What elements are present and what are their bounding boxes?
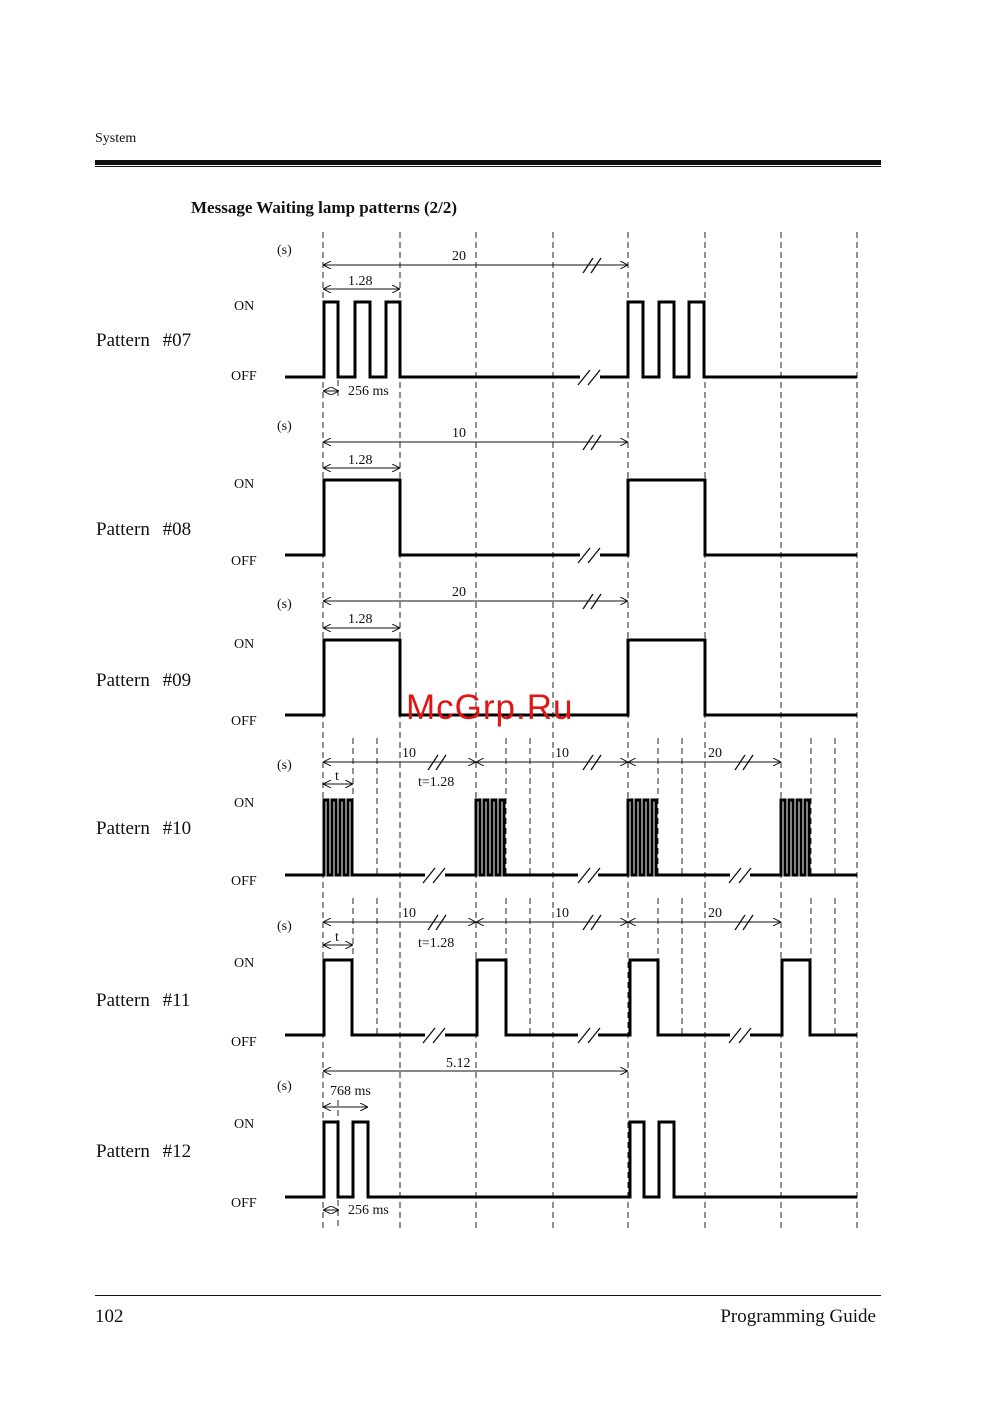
pattern-12-pulse-value: 256 ms: [348, 1203, 389, 1218]
pattern-10-period-3-value: 20: [708, 746, 722, 761]
figure-heading: Message Waiting lamp patterns (2/2): [191, 198, 458, 217]
pattern-11-unit: (s): [277, 919, 292, 934]
watermark: McGrp.Ru: [406, 688, 574, 727]
pattern-10-label: Pattern #10: [96, 818, 192, 839]
pattern-11-period-1-value: 10: [402, 906, 416, 921]
pattern-10-off-label: OFF: [231, 874, 257, 889]
pattern-07-off-label: OFF: [231, 369, 257, 384]
pattern-08-period-value: 10: [452, 426, 466, 441]
pattern-07-pulse-value: 256 ms: [348, 384, 389, 399]
pattern-12-label: Pattern #12: [96, 1141, 192, 1162]
pattern-07-period-value: 20: [452, 249, 466, 264]
pattern-11-period-2-value: 10: [555, 906, 569, 921]
pattern-10-unit: (s): [277, 758, 292, 773]
pattern-08-label: Pattern #08: [96, 519, 192, 540]
pattern-10-waveform: [285, 800, 857, 875]
pattern-10-break-marks: [423, 755, 753, 883]
pattern-07-unit: (s): [277, 243, 292, 258]
pattern-08-unit: (s): [277, 419, 292, 434]
pattern-07-label: Pattern #07: [96, 330, 192, 351]
pattern-08-off-label: OFF: [231, 554, 257, 569]
pattern-12-unit: (s): [277, 1079, 292, 1094]
pattern-08-waveform: [285, 480, 857, 555]
pattern-11-period-3-value: 20: [708, 906, 722, 921]
pattern-11-label: Pattern #11: [96, 990, 191, 1011]
pattern-10-t-label: t: [335, 769, 339, 784]
pattern-08-on-label: ON: [234, 477, 255, 492]
running-header: System: [95, 131, 137, 146]
pattern-12-group-value: 768 ms: [330, 1084, 371, 1099]
pattern-11-on-label: ON: [234, 956, 255, 971]
pattern-11-off-label: OFF: [231, 1035, 257, 1050]
pattern-09-on-label: ON: [234, 637, 255, 652]
pattern-07-break-marks: [578, 258, 601, 385]
pattern-11-t-label: t: [335, 930, 339, 945]
pattern-11-waveform: [285, 960, 857, 1035]
pattern-08-group-value: 1.28: [348, 453, 373, 468]
pattern-12-off-label: OFF: [231, 1196, 257, 1211]
pattern-10-t-value: t=1.28: [418, 775, 455, 790]
pattern-09-group-value: 1.28: [348, 612, 373, 627]
pattern-09-period-value: 20: [452, 585, 466, 600]
page-number: 102: [95, 1306, 124, 1327]
pattern-10-period-2-value: 10: [555, 746, 569, 761]
pattern-09-unit: (s): [277, 597, 292, 612]
pattern-12-on-label: ON: [234, 1117, 255, 1132]
pattern-08-break-marks: [578, 435, 601, 563]
pattern-09-label: Pattern #09: [96, 670, 192, 691]
pattern-10-period-1-value: 10: [402, 746, 416, 761]
grid-lines-short: [338, 370, 835, 1230]
pattern-07-group-value: 1.28: [348, 274, 373, 289]
footer-title: Programming Guide: [720, 1306, 876, 1327]
pattern-12-waveform: [285, 1122, 857, 1197]
pattern-11-t-value: t=1.28: [418, 936, 455, 951]
pattern-07-on-label: ON: [234, 299, 255, 314]
pattern-12-period-value: 5.12: [446, 1056, 471, 1071]
pattern-10-on-label: ON: [234, 796, 255, 811]
pattern-09-off-label: OFF: [231, 714, 257, 729]
pattern-11-break-marks: [423, 915, 753, 1043]
footer-rule: [95, 1295, 881, 1296]
pattern-07-waveform-path: [285, 302, 857, 377]
